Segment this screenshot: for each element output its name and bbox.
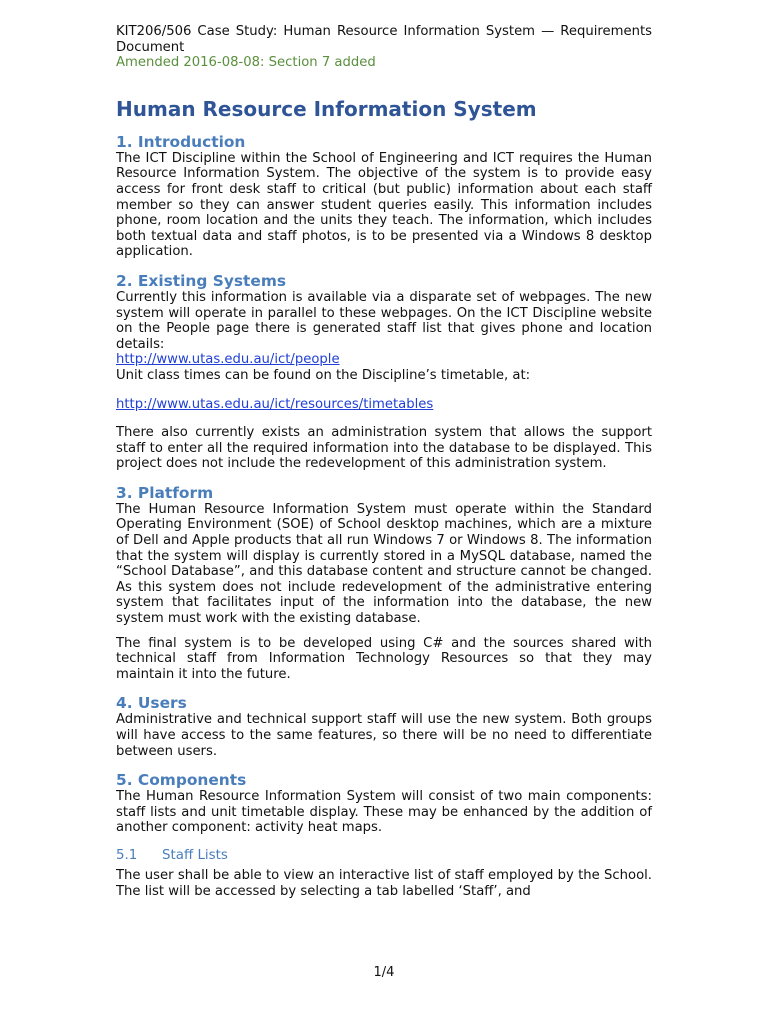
subsection-number: 5.1 bbox=[116, 847, 138, 863]
paragraph: There also currently exists an administration system that allows the support staff to enter all the required information into the database to be displayed. This project does not include the redevelopment of this administration system. bbox=[116, 425, 652, 472]
document-title: Human Resource Information System bbox=[116, 96, 537, 121]
section-heading-introduction: 1. Introduction bbox=[116, 132, 246, 151]
people-link[interactable]: http://www.utas.edu.au/ict/people bbox=[116, 352, 340, 368]
timetable-link-line bbox=[116, 397, 652, 413]
paragraph: Administrative and technical support staff will use the new system. Both groups will have access to the same features, so there will be no need to differentiate between users. bbox=[116, 712, 652, 759]
timetables-link[interactable]: http://www.utas.edu.au/ict/resources/timetables bbox=[116, 396, 434, 412]
paragraph: The Human Resource Information System must operate within the Standard Operating Environment (SOE) of School desktop machines, which are a mixture of Dell and Apple products that all run Windows 7 or Windows 8. The information that the system will display is currently stored in a MySQL database, named the “School Database”, and this database content and structure cannot be changed. As this system does not include redevelopment of the administrative entering system that facilitates input of the information into the database, the new system must work with the existing database. bbox=[116, 501, 652, 627]
paragraph: Currently this information is available via a disparate set of webpages. The new system will operate in parallel to these webpages. On the ICT Discipline website on the People page there is generated staff list that gives phone and location details: bbox=[116, 289, 652, 352]
paragraph: Unit class times can be found on the Discipline’s timetable, at: bbox=[116, 367, 531, 383]
amendment-note: Amended 2016-08-08: Section 7 added bbox=[116, 55, 376, 71]
paragraph: The final system is to be developed using C# and the sources shared with technical staff from Information Technology Resources so that they may maintain it into the future. bbox=[116, 635, 652, 682]
section-heading-platform: 3. Platform bbox=[116, 483, 214, 502]
document-header: KIT206/506 Case Study: Human Resource Information System — Requirements Document bbox=[116, 24, 652, 55]
paragraph: The Human Resource Information System will consist of two main components: staff lists and unit timetable display. These may be enhanced by the addition of another component: activity heat maps. bbox=[116, 789, 652, 836]
section-heading-existing-systems: 2. Existing Systems bbox=[116, 271, 287, 290]
document-page bbox=[116, 24, 652, 899]
page-number: 1/4 bbox=[373, 965, 395, 980]
subsection-title: Staff Lists bbox=[162, 847, 228, 863]
subsection-heading-staff-lists bbox=[116, 848, 652, 864]
paragraph: The ICT Discipline within the School of Engineering and ICT requires the Human Resource Information System. The objective of the system is to provide easy access for front desk staff to critical (but public) information about each staff member so they can answer student queries easily. This information includes phone, room location and the units they teach. The information, which includes both textual data and staff photos, is to be presented via a Windows 8 desktop application. bbox=[116, 150, 652, 260]
people-link-line bbox=[116, 352, 652, 368]
section-heading-components: 5. Components bbox=[116, 771, 247, 790]
paragraph: The user shall be able to view an interactive list of staff employed by the School. The list will be accessed by selecting a tab labelled ‘Staff’, and bbox=[116, 867, 652, 899]
section-heading-users: 4. Users bbox=[116, 694, 187, 713]
